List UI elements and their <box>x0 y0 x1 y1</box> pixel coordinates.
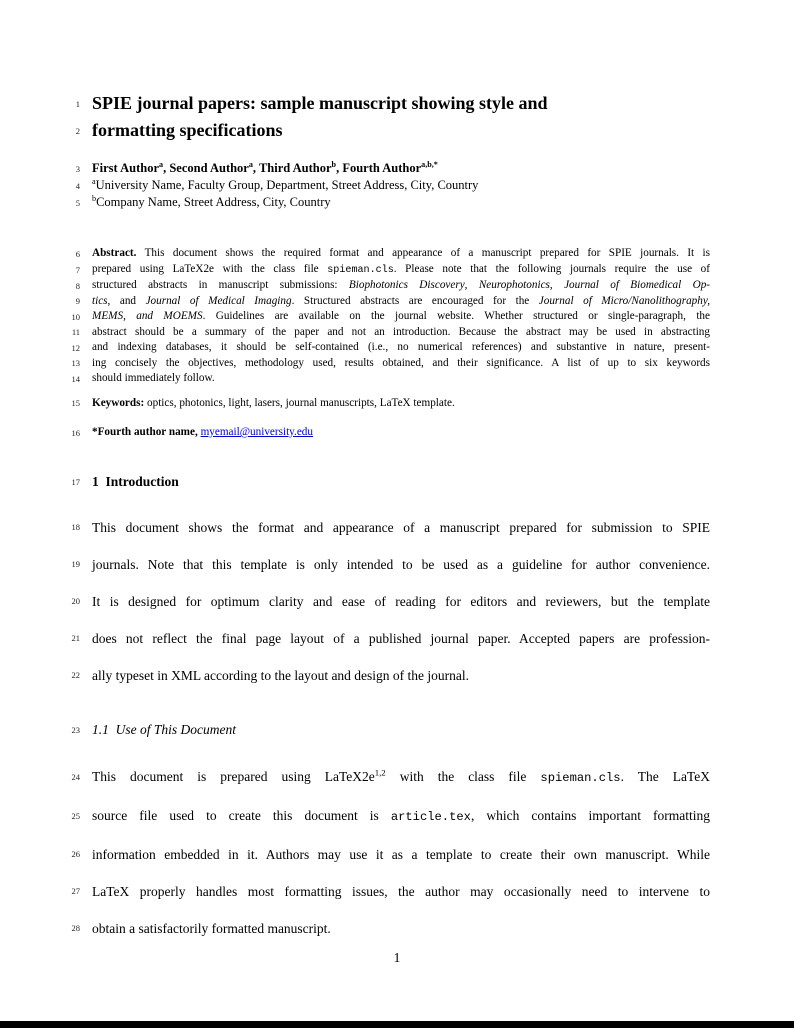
doc-line <box>75 262 710 279</box>
text-segment: 1,2 <box>374 767 386 777</box>
text-segment: source file used to create this document is <box>92 807 391 823</box>
text-segment: optics, photonics, light, lasers, journal manuscripts, LaTeX template. <box>144 396 455 409</box>
text-segment: journals. Note that this template is only intended to be used as a guideline for author convenience. <box>92 556 710 572</box>
line-number: 14 <box>71 373 80 384</box>
text-segment: First Author <box>92 161 160 175</box>
line-text <box>92 356 710 372</box>
line-text <box>92 246 710 262</box>
text-segment: structured abstracts in manuscript submissions: <box>92 279 349 291</box>
text-segment: information embedded in it. Authors may use it as a template to create their own manuscript. While <box>92 846 710 862</box>
text-segment: It is designed for optimum clarity and ease of reading for editors and reviewers, but the template <box>92 593 710 609</box>
doc-line <box>71 309 710 325</box>
line-number: 17 <box>71 476 80 487</box>
text-segment: . The LaTeX <box>620 768 710 784</box>
paragraph-1-block <box>71 509 710 694</box>
text-segment: formatting specifications <box>92 120 283 140</box>
authors-block <box>75 159 710 211</box>
text-segment: ally typeset in XML according to the layout and design of the journal. <box>92 667 470 683</box>
line-text <box>92 177 710 194</box>
footnote-block <box>71 425 710 441</box>
text-segment: , <box>464 279 479 291</box>
doc-line <box>75 193 710 211</box>
doc-line <box>75 246 710 262</box>
doc-line <box>75 159 710 177</box>
line-number: 4 <box>75 180 80 191</box>
doc-line <box>71 425 710 441</box>
page-number: 1 <box>393 950 401 965</box>
line-number: 3 <box>75 163 80 174</box>
text-segment: University Name, Faculty Group, Department, Street Address, City, Country <box>95 178 479 192</box>
line-number: 25 <box>71 810 80 821</box>
keywords-block <box>71 396 710 412</box>
doc-line <box>71 340 710 356</box>
line-number: 9 <box>75 296 80 306</box>
text-segment: abstract should be a summary of the paper and not an introduction. Because the abstract may be used in abstracting <box>92 325 710 338</box>
line-number: 26 <box>71 848 80 859</box>
doc-line <box>75 294 711 310</box>
text-segment: This document shows the format and appearance of a manuscript prepared for submission to SPIE <box>92 519 710 535</box>
line-number: 15 <box>71 398 80 408</box>
line-text <box>92 90 710 117</box>
text-segment: should immediately follow. <box>92 372 215 384</box>
text-segment: . Guidelines are available on the journal website. Whether structured or single-paragraph, the <box>202 310 710 322</box>
section-introduction-block <box>71 473 710 491</box>
text-segment: Biophotonics Discovery <box>348 279 465 291</box>
line-number: 23 <box>71 724 80 735</box>
line-text <box>92 583 710 620</box>
line-number: 24 <box>71 771 80 782</box>
text-segment: Company Name, Street Address, City, Country <box>96 195 331 209</box>
text-segment: *Fourth author name, <box>92 426 201 438</box>
line-text <box>92 396 710 412</box>
line-number: 10 <box>71 311 80 322</box>
text-segment: , and <box>107 294 146 307</box>
line-number: 18 <box>71 521 80 532</box>
line-text <box>92 473 710 491</box>
bottom-bar <box>0 1021 794 1028</box>
text-segment: , Third Author <box>252 161 332 175</box>
text-segment: MEMS, and MOEMS <box>92 310 203 322</box>
line-number: 1 <box>75 98 80 109</box>
line-text <box>92 309 710 325</box>
line-text <box>92 758 710 797</box>
text-segment: 1.1 Use of This Document <box>92 721 236 737</box>
text-segment: prepared using LaTeX2e with the class file <box>92 262 328 275</box>
doc-line <box>71 325 710 341</box>
line-text <box>92 620 710 657</box>
doc-line <box>71 356 710 372</box>
doc-line <box>71 836 710 873</box>
subsection-use-of-this-document-block <box>71 721 710 739</box>
text-segment: LaTeX properly handles most formatting issues, the author may occasionally need to intervene to <box>92 883 710 899</box>
email-link[interactable]: myemail@university.edu <box>200 426 313 438</box>
doc-line <box>71 371 710 387</box>
doc-line <box>75 176 710 194</box>
text-segment: and indexing databases, it should be self-contained (i.e., no numerical references) and substantive in nature, present- <box>92 341 710 353</box>
text-segment: a <box>248 159 253 169</box>
doc-line <box>75 117 710 144</box>
text-segment: spieman.cls <box>540 770 621 785</box>
line-text <box>92 509 710 546</box>
text-segment: Abstract. <box>92 247 137 259</box>
doc-line <box>71 721 710 739</box>
text-segment: . Please note that the following journals require the use of <box>393 262 710 275</box>
line-number: 5 <box>75 197 80 208</box>
text-segment: , <box>549 279 565 291</box>
text-segment: b <box>92 193 97 203</box>
line-text <box>92 425 710 441</box>
text-segment: obtain a satisfactorily formatted manuscript. <box>92 920 331 936</box>
line-number: 16 <box>71 427 80 438</box>
abstract-block <box>71 246 711 387</box>
line-number: 27 <box>71 885 80 896</box>
line-text <box>92 340 710 356</box>
line-number: 6 <box>75 248 80 259</box>
line-text <box>92 371 710 387</box>
doc-line <box>71 657 710 694</box>
line-text <box>92 873 710 910</box>
text-segment: Journal of Biomedical Op- <box>564 279 711 291</box>
doc-line <box>71 873 710 910</box>
line-number: 8 <box>75 280 80 291</box>
line-number: 21 <box>71 632 80 643</box>
line-number: 22 <box>71 669 80 680</box>
text-segment: 1 Introduction <box>92 473 179 489</box>
text-segment: This document is prepared using LaTeX2e <box>92 768 375 784</box>
text-segment: ing concisely the objectives, methodology used, results obtained, and their significance. A list of up to six keywords <box>92 356 710 369</box>
line-number: 2 <box>75 125 80 136</box>
text-segment: Journal of Medical Imaging <box>145 294 292 307</box>
line-number: 20 <box>71 595 80 606</box>
doc-line <box>71 546 710 583</box>
text-segment: , Second Author <box>163 161 249 175</box>
text-segment: SPIE journal papers: sample manuscript showing style and <box>92 93 548 113</box>
text-segment: does not reflect the final page layout of a published journal paper. Accepted papers are profession- <box>92 630 710 646</box>
doc-line <box>71 583 710 620</box>
doc-line <box>75 90 710 117</box>
text-segment: This document shows the required format and appearance of a manuscript prepared for SPIE journals. It is <box>136 247 710 259</box>
text-segment: tics <box>92 294 108 307</box>
doc-line <box>71 509 710 546</box>
doc-line <box>71 797 710 836</box>
text-segment: with the class file <box>385 768 541 784</box>
doc-line <box>75 278 711 294</box>
text-segment: , Fourth Author <box>336 161 422 175</box>
title-block <box>75 90 710 144</box>
paragraph-2-block <box>71 758 710 947</box>
line-text <box>92 721 710 739</box>
text-segment: Keywords: <box>92 396 145 409</box>
text-segment: a <box>159 159 164 169</box>
text-segment: article.tex <box>390 809 471 824</box>
doc-line <box>71 910 710 947</box>
doc-line <box>71 473 710 491</box>
text-segment: . Structured abstracts are encouraged for the <box>291 294 539 307</box>
line-text <box>92 836 710 873</box>
line-number: 7 <box>75 264 80 275</box>
doc-line <box>71 620 710 657</box>
line-number: 12 <box>71 342 80 353</box>
doc-line <box>71 396 710 412</box>
document-body <box>71 0 711 947</box>
doc-line <box>71 758 710 797</box>
line-number: 13 <box>71 358 80 368</box>
text-segment: a,b,* <box>421 159 438 169</box>
text-segment: spieman.cls <box>327 264 394 276</box>
line-text <box>92 657 710 694</box>
line-text <box>92 160 710 177</box>
text-segment: Journal of Micro/Nanolithography, <box>538 294 711 307</box>
line-text <box>92 797 710 836</box>
text-segment: b <box>331 159 337 169</box>
line-text <box>92 910 710 947</box>
text-segment: Neurophotonics <box>478 279 550 291</box>
line-text <box>92 278 710 294</box>
text-segment: , which contains important formatting <box>470 807 710 823</box>
line-text <box>92 294 710 310</box>
line-text <box>92 262 710 279</box>
line-text <box>92 546 710 583</box>
line-text <box>92 117 710 144</box>
line-number: 28 <box>71 922 80 933</box>
line-text <box>92 325 710 341</box>
line-number: 11 <box>71 327 80 337</box>
line-number: 19 <box>71 558 80 569</box>
text-segment: a <box>92 176 96 186</box>
line-text <box>92 194 710 211</box>
